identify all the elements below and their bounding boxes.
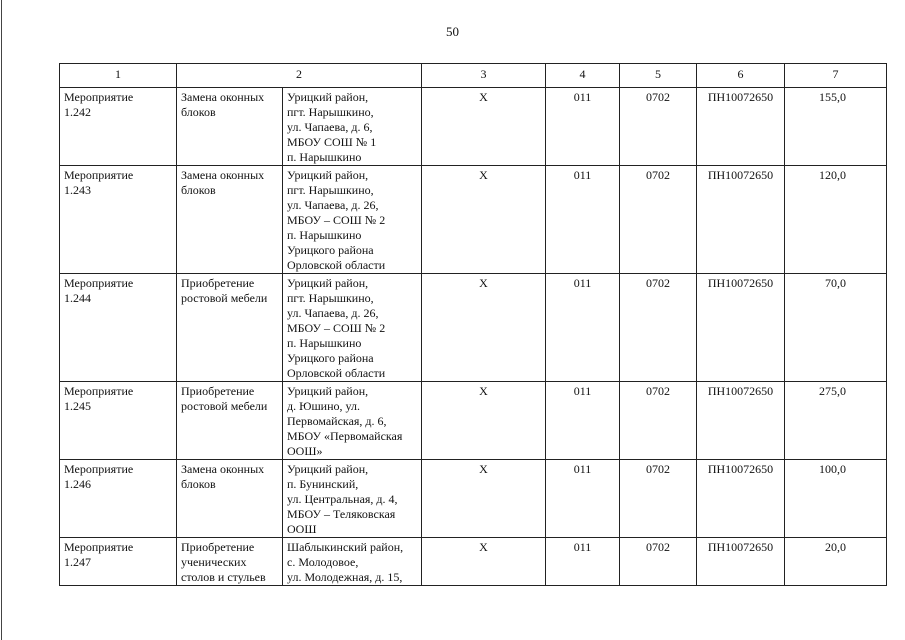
col4-cell: 011 (546, 538, 620, 586)
col7-cell: 120,0 (785, 166, 887, 274)
col5-cell: 0702 (620, 274, 697, 382)
col3-cell: Х (422, 88, 546, 166)
col3-cell: Х (422, 382, 546, 460)
location-cell: Урицкий район, пгт. Нарышкино, ул. Чапаева, д. 26, МБОУ – СОШ № 2 п. Нарышкино Урицкого района Орловской области (283, 274, 422, 382)
table-row (60, 538, 887, 586)
table-row (60, 166, 887, 274)
col7-cell: 20,0 (785, 538, 887, 586)
col6-cell: ПН10072650 (697, 538, 785, 586)
col5-cell: 0702 (620, 166, 697, 274)
col7-cell: 100,0 (785, 460, 887, 538)
event-cell: Мероприятие 1.245 (60, 382, 177, 460)
header-col-3: 3 (422, 64, 546, 88)
location-cell: Урицкий район, д. Юшино, ул. Первомайская, д. 6, МБОУ «Первомайская ООШ» (283, 382, 422, 460)
col6-cell: ПН10072650 (697, 274, 785, 382)
event-cell: Мероприятие 1.242 (60, 88, 177, 166)
col4-cell: 011 (546, 460, 620, 538)
event-cell: Мероприятие 1.246 (60, 460, 177, 538)
header-col-4: 4 (546, 64, 620, 88)
header-row (60, 64, 887, 88)
col5-cell: 0702 (620, 460, 697, 538)
event-cell: Мероприятие 1.243 (60, 166, 177, 274)
table-row (60, 274, 887, 382)
col4-cell: 011 (546, 166, 620, 274)
col5-cell: 0702 (620, 88, 697, 166)
table-row (60, 460, 887, 538)
header-col-6: 6 (697, 64, 785, 88)
work-cell: Замена оконных блоков (177, 460, 283, 538)
col6-cell: ПН10072650 (697, 460, 785, 538)
col3-cell: Х (422, 538, 546, 586)
location-cell: Урицкий район, пгт. Нарышкино, ул. Чапаева, д. 26, МБОУ – СОШ № 2 п. Нарышкино Урицкого района Орловской области (283, 166, 422, 274)
col7-cell: 275,0 (785, 382, 887, 460)
col6-cell: ПН10072650 (697, 382, 785, 460)
work-cell: Замена оконных блоков (177, 166, 283, 274)
col4-cell: 011 (546, 274, 620, 382)
header-col-7: 7 (785, 64, 887, 88)
event-cell: Мероприятие 1.247 (60, 538, 177, 586)
location-cell: Шаблыкинский район, с. Молодовое, ул. Молодежная, д. 15, (283, 538, 422, 586)
page-number: 50 (446, 24, 459, 39)
work-cell: Замена оконных блоков (177, 88, 283, 166)
col3-cell: Х (422, 166, 546, 274)
table-row (60, 88, 887, 166)
event-cell: Мероприятие 1.244 (60, 274, 177, 382)
work-cell: Приобретение ростовой мебели (177, 274, 283, 382)
work-cell: Приобретение ученических столов и стульев (177, 538, 283, 586)
col3-cell: Х (422, 460, 546, 538)
budget-table (59, 63, 887, 586)
header-col-1: 1 (60, 64, 177, 88)
header-col-2: 2 (177, 64, 422, 88)
col7-cell: 70,0 (785, 274, 887, 382)
table-row (60, 382, 887, 460)
header-col-5: 5 (620, 64, 697, 88)
col4-cell: 011 (546, 88, 620, 166)
work-cell: Приобретение ростовой мебели (177, 382, 283, 460)
col4-cell: 011 (546, 382, 620, 460)
location-cell: Урицкий район, п. Бунинский, ул. Центральная, д. 4, МБОУ – Теляковская ООШ (283, 460, 422, 538)
col3-cell: Х (422, 274, 546, 382)
col6-cell: ПН10072650 (697, 88, 785, 166)
col5-cell: 0702 (620, 382, 697, 460)
location-cell: Урицкий район, пгт. Нарышкино, ул. Чапаева, д. 6, МБОУ СОШ № 1 п. Нарышкино (283, 88, 422, 166)
col5-cell: 0702 (620, 538, 697, 586)
col6-cell: ПН10072650 (697, 166, 785, 274)
page-edge-line (1, 0, 2, 640)
col7-cell: 155,0 (785, 88, 887, 166)
